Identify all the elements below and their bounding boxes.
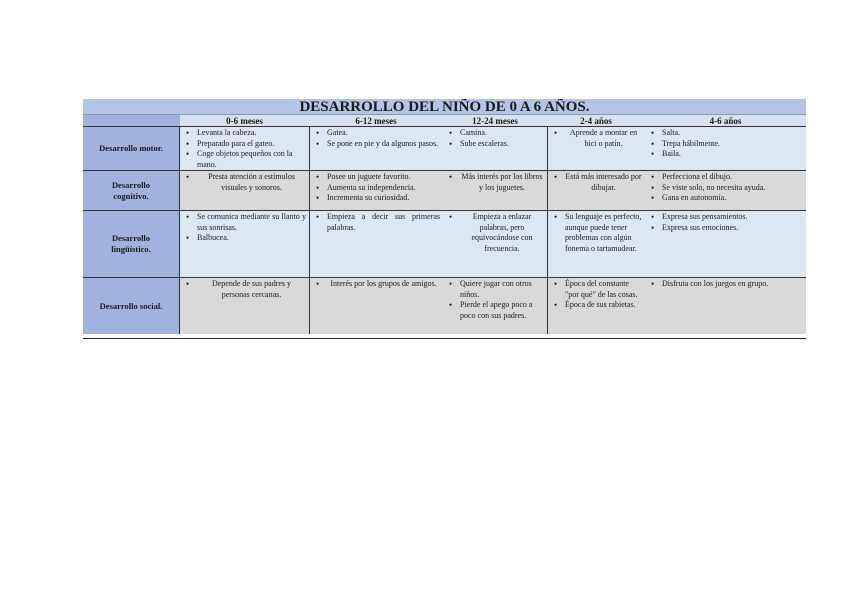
cell-social-2-4 [547,278,645,334]
list-item: • Expresa sus pensamientos. [662,212,803,223]
row-header-linguistic: Desarrollo lingüístico. [83,211,180,278]
cell-motor-0-6 [180,127,309,171]
table-title: DESARROLLO DEL NIÑO DE 0 A 6 AÑOS. [83,99,806,115]
list-item: • Presta atención a estímulos visuales y sonoros. [197,172,306,193]
cell-cognitive-4-6 [645,171,806,211]
cell-social-12-24 [443,278,547,334]
list-item: • Aumenta su independencia. [327,183,440,194]
list-item: • Se viste solo, no necesita ayuda. [662,183,803,194]
list-item: • Pierde el apego poco a poco con sus padres. [460,300,544,321]
list-item: • Sube escaleras. [460,139,544,150]
cell-social-4-6 [645,278,806,334]
list-item: • Gatea. [327,128,440,139]
list-item: • Quiere jugar con otros niños. [460,279,544,300]
column-header-2-4: 2-4 años [547,115,645,127]
list-item: • Se comunica mediante su llanto y sus sonrisas. [197,212,306,233]
cell-linguistic-0-6 [180,211,309,278]
list-item: • Su lenguaje es perfecto, aunque puede tener problemas con algún fonema o tartamudear. [565,212,642,254]
cell-motor-4-6 [645,127,806,171]
list-item: • Posee un juguete favorito. [327,172,440,183]
cell-cognitive-0-6 [180,171,309,211]
cell-linguistic-6-12 [309,211,443,278]
list-item: • Coge objetos pequeños con la mano. [197,149,306,170]
cell-cognitive-12-24 [443,171,547,211]
cell-cognitive-2-4 [547,171,645,211]
row-header-motor: Desarrollo motor. [83,127,180,171]
development-table [83,99,806,339]
list-item: • Trepa hábilmente. [662,139,803,150]
header-corner-cell [83,115,180,127]
cell-motor-6-12 [309,127,443,171]
cell-social-0-6 [180,278,309,334]
cell-linguistic-4-6 [645,211,806,278]
list-item: • Balbucea. [197,233,306,244]
list-item: • Está más interesado por dibujar. [565,172,642,193]
list-item: • Expresa sus emociones. [662,223,803,234]
list-item: • Incrementa su curiosidad. [327,193,440,204]
cell-motor-12-24 [443,127,547,171]
list-item: • Gana en autonomía. [662,193,803,204]
list-item: • Disfruta con los juegos en grupo. [662,279,803,290]
list-item: • Depende de sus padres y personas cercanas. [197,279,306,300]
list-item: • Aprende a montar en bici o patín. [565,128,642,149]
list-item: • Baila. [662,149,803,160]
list-item: • Época del constante "por qué" de las cosas. [565,279,642,300]
cell-motor-2-4 [547,127,645,171]
column-header-4-6: 4-6 años [645,115,806,127]
list-item: • Levanta la cabeza. [197,128,306,139]
list-item: • Más interés por los libros y los juguetes. [460,172,544,193]
cell-social-6-12 [309,278,443,334]
column-header-12-24: 12-24 meses [443,115,547,127]
column-header-0-6: 0-6 meses [180,115,309,127]
list-item: • Camina. [460,128,544,139]
row-header-social: Desarrollo social. [83,278,180,334]
list-item: • Salta. [662,128,803,139]
list-item: • Preparado para el gateo. [197,139,306,150]
cell-linguistic-12-24 [443,211,547,278]
list-item: • Interés por los grupos de amigos. [327,279,440,290]
row-header-cognitive: Desarrollo cognitivo. [83,171,180,211]
list-item: • Se pone en pie y da algunos pasos. [327,139,440,150]
cell-cognitive-6-12 [309,171,443,211]
list-item: • Empieza a enlazar palabras, pero equivocándose con frecuencia. [460,212,544,254]
list-item: • Empieza a decir sus primeras palabras. [327,212,440,233]
list-item: • Perfecciona el dibujo. [662,172,803,183]
cell-linguistic-2-4 [547,211,645,278]
column-header-6-12: 6-12 meses [309,115,443,127]
list-item: • Época de sus rabietas. [565,300,642,311]
